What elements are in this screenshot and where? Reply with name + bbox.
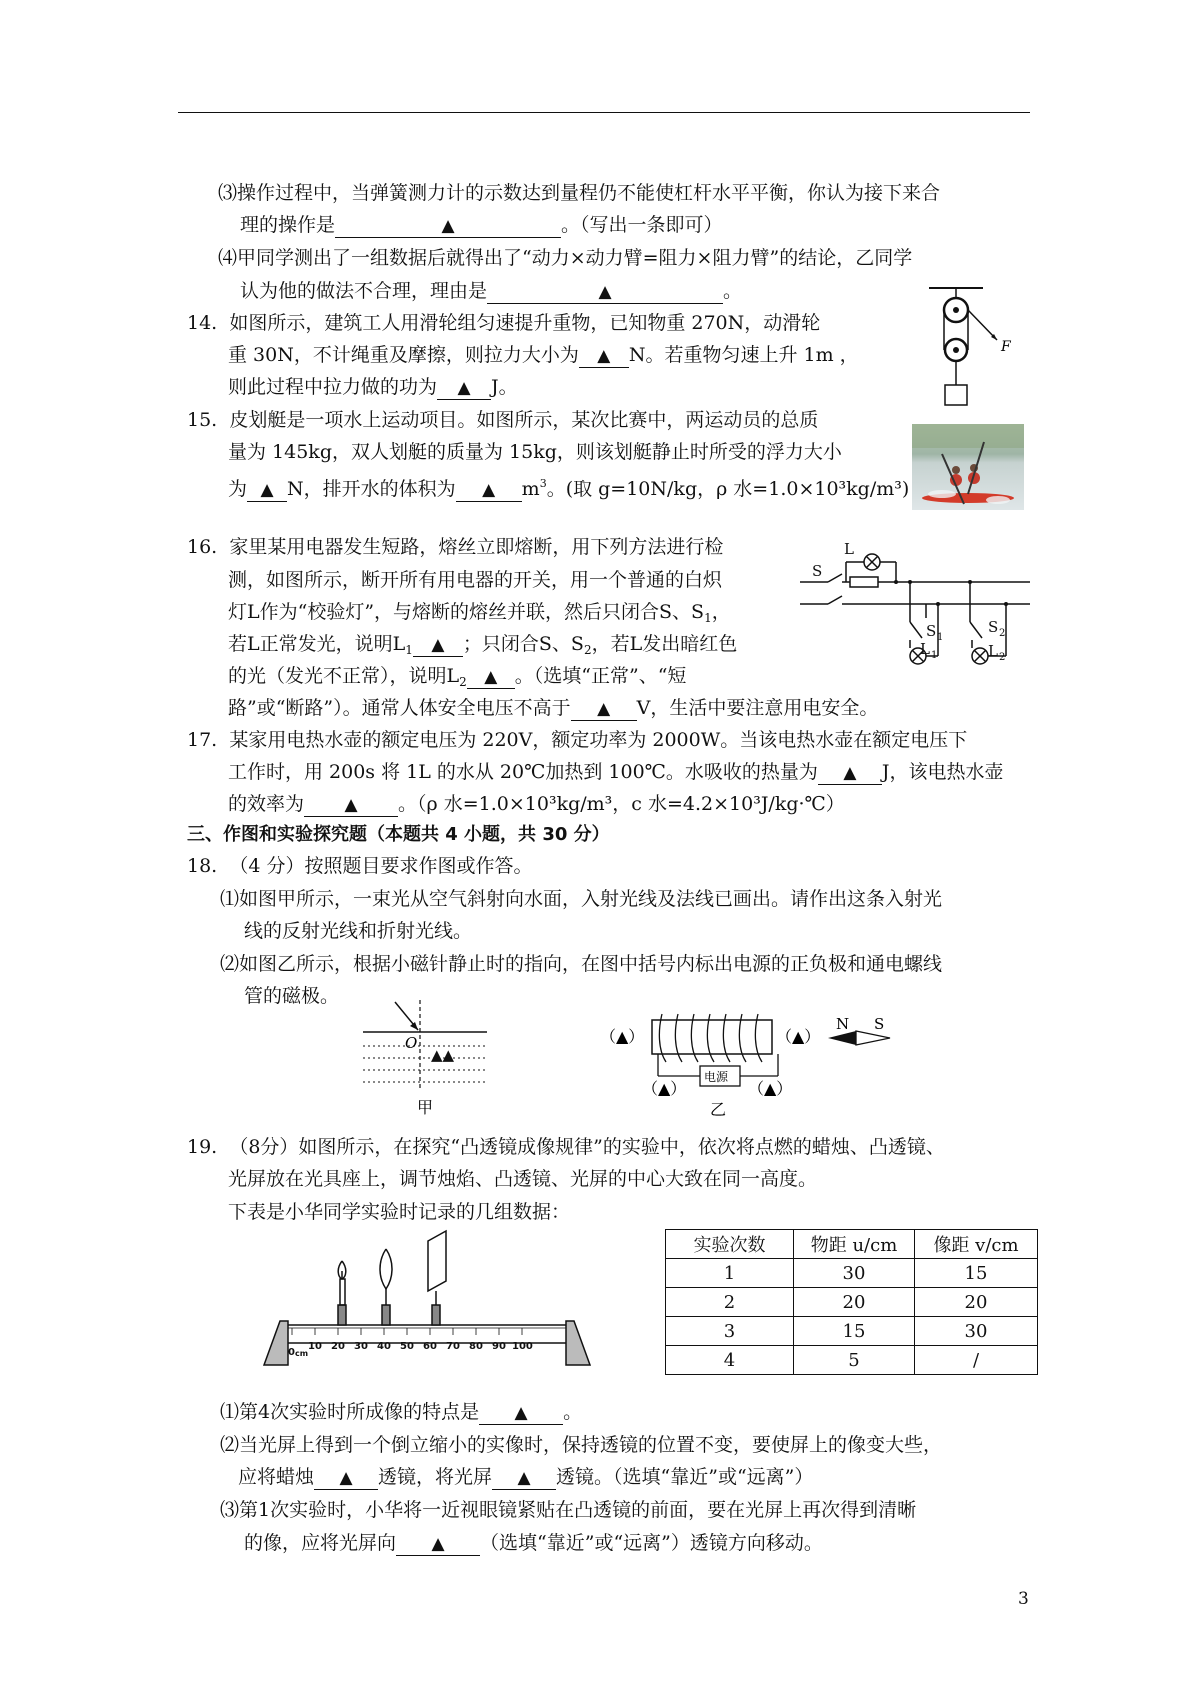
svg-text:O: O	[405, 1034, 418, 1052]
refraction-figure-jia	[355, 1000, 495, 1118]
table-cell: 3	[666, 1317, 794, 1346]
table-cell: 5	[794, 1346, 915, 1375]
svg-text:20: 20	[331, 1341, 345, 1352]
q14-line1: 14. 如图所示，建筑工人用滑轮组匀速提升重物，已知物重 270N，动滑轮	[187, 312, 821, 334]
svg-text:L: L	[844, 540, 854, 558]
q19-line3: 下表是小华同学实验时记录的几组数据：	[228, 1201, 571, 1223]
svg-text:（▲）: （▲）	[600, 1027, 645, 1046]
svg-text:100: 100	[512, 1341, 533, 1352]
q16-line3: 灯L作为“校验灯”，与熔断的熔丝并联，然后只闭合S、$S_1$，	[228, 601, 731, 625]
table-cell: 30	[915, 1317, 1038, 1346]
svg-text:▲▲: ▲▲	[431, 1046, 455, 1064]
table-cell: 20	[915, 1288, 1038, 1317]
table-cell: 1	[666, 1259, 794, 1288]
q16-line4: 若L正常发光，说明$L_1$ ▲ ；只闭合S、$S_2$，若L发出暗红色	[228, 633, 738, 657]
svg-text:0: 0	[288, 1347, 295, 1358]
q16-line5: 的光（发光不正常），说明$L_2$ ▲ 。（选填“正常”、“短	[228, 665, 687, 689]
q16-line2: 测，如图所示，断开所有用电器的开关，用一个普通的白炽	[228, 569, 723, 591]
q19-p1: ⑴第4次实验时所成像的特点是 ▲ 。	[220, 1401, 583, 1423]
table-row	[666, 1259, 1038, 1288]
table-row	[666, 1317, 1038, 1346]
svg-text:2: 2	[999, 652, 1006, 663]
kayak-photo	[912, 424, 1024, 510]
q17-line3: 的效率为 ▲ 。（ρ 水=1.0×10³kg/m³，c 水=4.2×10³J/kg·℃）	[228, 793, 845, 815]
q15-line3: 为 ▲ N，排开水的体积为 ▲ $m^3$。(取 g=10N/kg，ρ 水=1.0×10³kg/m³)	[228, 477, 910, 500]
table-row	[666, 1346, 1038, 1375]
svg-text:30: 30	[354, 1341, 368, 1352]
q19-p3-line2: 的像，应将光屏向 ▲ （选填“靠近”或“远离”）透镜方向移动。	[244, 1532, 823, 1554]
svg-text:N: N	[836, 1015, 850, 1033]
svg-text:1: 1	[937, 632, 944, 643]
svg-text:60: 60	[423, 1341, 437, 1352]
table-header-row	[666, 1230, 1038, 1259]
svg-text:10: 10	[308, 1341, 322, 1352]
table-cell: 20	[794, 1288, 915, 1317]
q17-line1: 17. 某家用电热水壶的额定电压为 220V，额定功率为 2000W。当该电热水壶在额定电压下	[187, 729, 968, 751]
solenoid-figure-yi	[600, 1000, 900, 1118]
section-3-title: 三、作图和实验探究题（本题共 4 小题，共 30 分）	[187, 824, 610, 845]
table-header: 物距 u/cm	[794, 1230, 915, 1259]
q19-line1: 19. （8分）如图所示，在探究“凸透镜成像规律”的实验中，依次将点燃的蜡烛、凸透镜、	[187, 1136, 945, 1158]
svg-text:50: 50	[400, 1341, 414, 1352]
table-row	[666, 1288, 1038, 1317]
q13-p4-line2: 认为他的做法不合理，理由是 ▲ 。	[240, 280, 743, 302]
q18-p2-line2: 管的磁极。	[244, 985, 340, 1007]
table-cell: /	[915, 1346, 1038, 1375]
q17-line2: 工作时，用 200s 将 1L 的水从 20℃加热到 100℃。水吸收的热量为 ▲ J，该电热水壶	[228, 761, 1004, 783]
force-label: F	[1001, 339, 1011, 355]
table-cell: 15	[794, 1317, 915, 1346]
experiment-data-table	[665, 1229, 1038, 1375]
svg-text:S: S	[812, 562, 823, 580]
q16-line6: 路”或“断路”）。通常人体安全电压不高于 ▲ V，生活中要注意用电安全。	[228, 697, 879, 719]
q18-p1-line1: ⑴如图甲所示，一束光从空气斜射向水面，入射光线及法线已画出。请作出这条入射光	[220, 888, 943, 910]
svg-text:cm: cm	[295, 1349, 309, 1358]
svg-text:S: S	[926, 622, 937, 640]
q19-p3-line1: ⑶第1次实验时，小华将一近视眼镜紧贴在凸透镜的前面，要在光屏上再次得到清晰	[220, 1499, 917, 1521]
q19-line2: 光屏放在光具座上，调节烛焰、凸透镜、光屏的中心大致在同一高度。	[228, 1168, 818, 1190]
table-cell: 2	[666, 1288, 794, 1317]
svg-text:70: 70	[446, 1341, 460, 1352]
svg-text:（▲）: （▲）	[748, 1079, 793, 1098]
q15-line1: 15. 皮划艇是一项水上运动项目。如图所示，某次比赛中，两运动员的总质	[187, 409, 819, 431]
svg-text:S: S	[988, 618, 999, 636]
q14-line2: 重 30N，不计绳重及摩擦，则拉力大小为 ▲ N。若重物匀速上升 1m ，	[228, 344, 859, 366]
page-number: 3	[1018, 1589, 1029, 1609]
q13-p3-line2: 理的操作是 ▲ 。（写出一条即可）	[240, 214, 723, 236]
svg-text:S: S	[874, 1015, 885, 1033]
q19-p2-line2: 应将蜡烛 ▲ 透镜，将光屏 ▲ 透镜。（选填“靠近”或“远离”）	[238, 1466, 814, 1488]
svg-text:L: L	[920, 640, 930, 658]
svg-text:90: 90	[492, 1341, 506, 1352]
circuit-figure	[800, 540, 1030, 680]
pulley-figure	[915, 285, 1035, 410]
q13-p3-line1: ⑶操作过程中，当弹簧测力计的示数达到量程仍不能使杠杆水平平衡，你认为接下来合	[218, 182, 941, 204]
table-cell: 4	[666, 1346, 794, 1375]
table-cell: 30	[794, 1259, 915, 1288]
fig-label-jia: 甲	[417, 1098, 434, 1117]
table-header: 实验次数	[666, 1230, 794, 1259]
header-rule	[178, 112, 1030, 113]
power-source-label: 电源	[704, 1070, 729, 1084]
table-cell: 15	[915, 1259, 1038, 1288]
q18-line1: 18. （4 分）按照题目要求作图或作答。	[187, 855, 533, 877]
svg-text:1: 1	[931, 650, 938, 661]
table-header: 像距 v/cm	[915, 1230, 1038, 1259]
q14-line3: 则此过程中拉力做的功为 ▲ J。	[228, 376, 518, 398]
fig-label-yi: 乙	[710, 1100, 727, 1118]
q13-p4-line1: ⑷甲同学测出了一组数据后就得出了“动力×动力臂=阻力×阻力臂”的结论，乙同学	[218, 247, 913, 269]
q15-line2: 量为 145kg，双人划艇的质量为 15kg，则该划艇静止时所受的浮力大小	[228, 441, 842, 463]
svg-text:2: 2	[999, 628, 1006, 639]
q18-p2-line1: ⑵如图乙所示，根据小磁针静止时的指向，在图中括号内标出电源的正负极和通电螺线	[220, 953, 943, 975]
q19-p2-line1: ⑵当光屏上得到一个倒立缩小的实像时，保持透镜的位置不变，要使屏上的像变大些，	[220, 1434, 943, 1456]
svg-text:（▲）: （▲）	[776, 1027, 821, 1046]
q16-line1: 16. 家里某用电器发生短路，熔丝立即熔断，用下列方法进行检	[187, 536, 724, 558]
svg-text:（▲）: （▲）	[642, 1079, 687, 1098]
q18-p1-line2: 线的反射光线和折射光线。	[244, 920, 473, 942]
optical-bench-figure	[262, 1225, 592, 1367]
svg-text:L: L	[988, 642, 998, 660]
svg-text:40: 40	[377, 1341, 391, 1352]
svg-text:80: 80	[469, 1341, 483, 1352]
